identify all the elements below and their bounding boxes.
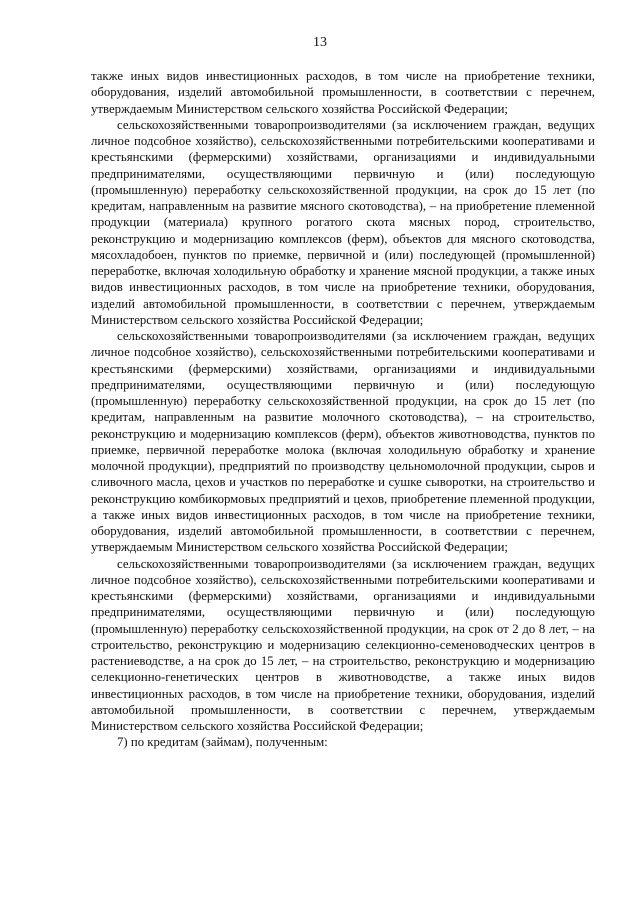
body-text <box>91 68 595 751</box>
page-number: 13 <box>313 35 327 50</box>
paragraph: сельскохозяйственными товаропроизводителями (за исключением граждан, ведущих личное подсобное хозяйство), сельскохозяйственными потребительскими кооперативами и крестьянскими (фермерскими) хозяйствами, организациями и индивидуальными предпринимателями, осуществляющими первичную и (или) последующую (промышленную) переработку сельскохозяйственной продукции, на срок до 15 лет (по кредитам, направленным на развитие молочного скотоводства), – на строительство, реконструкцию и модернизацию комплексов (ферм), объектов животноводства, пунктов по приемке, первичной переработке молока (включая холодильную обработку и хранение молочной продукции), предприятий по производству цельномолочной продукции, сыров и сливочного масла, цехов и участков по переработке и сушке сыворотки, на строительство и реконструкцию комбикормовых предприятий и цехов, приобретение племенной продукции, а также иных видов инвестиционных расходов, в том числе на приобретение техники, оборудования, изделий автомобильной промышленности, в соответствии с перечнем, утверждаемым Министерством сельского хозяйства Российской Федерации; <box>91 329 595 555</box>
paragraph: 7) по кредитам (займам), полученным: <box>117 735 328 750</box>
paragraph: сельскохозяйственными товаропроизводителями (за исключением граждан, ведущих личное подсобное хозяйство), сельскохозяйственными потребительскими кооперативами и крестьянскими (фермерскими) хозяйствами, организациями и индивидуальными предпринимателями, осуществляющими первичную и (или) последующую (промышленную) переработку сельскохозяйственной продукции, на срок от 2 до 8 лет, – на строительство, реконструкцию и модернизацию селекционно-семеноводческих центров в растениеводстве, а на срок до 15 лет, – на строительство, реконструкцию и модернизацию селекционно-генетических центров в животноводстве, а также иных видов инвестиционных расходов, в том числе на приобретение техники, оборудования, изделий автомобильной промышленности, в соответствии с перечнем, утверждаемым Министерством сельского хозяйства Российской Федерации; <box>91 556 595 733</box>
paragraph: сельскохозяйственными товаропроизводителями (за исключением граждан, ведущих личное подсобное хозяйство), сельскохозяйственными потребительскими кооперативами и крестьянскими (фермерскими) хозяйствами, организациями и индивидуальными предпринимателями, осуществляющими первичную и (или) последующую (промышленную) переработку сельскохозяйственной продукции, на срок до 15 лет (по кредитам, направленным на развитие мясного скотоводства), – на приобретение племенной продукции (материала) крупного рогатого скота мясных пород, строительство, реконструкцию и модернизацию комплексов (ферм), объектов для мясного скотоводства, мясохладобоен, пунктов по приемке, первичной и (или) последующей (промышленной) переработке, включая холодильную обработку и хранение мясной продукции, а также иных видов инвестиционных расходов, в том числе на приобретение техники, оборудования, изделий автомобильной промышленности, в соответствии с перечнем, утверждаемым Министерством сельского хозяйства Российской Федерации; <box>91 117 595 327</box>
paragraph: также иных видов инвестиционных расходов, в том числе на приобретение техники, оборудования, изделий автомобильной промышленности, в соответствии с перечнем, утверждаемым Министерством сельского хозяйства Российской Федерации; <box>91 69 595 116</box>
